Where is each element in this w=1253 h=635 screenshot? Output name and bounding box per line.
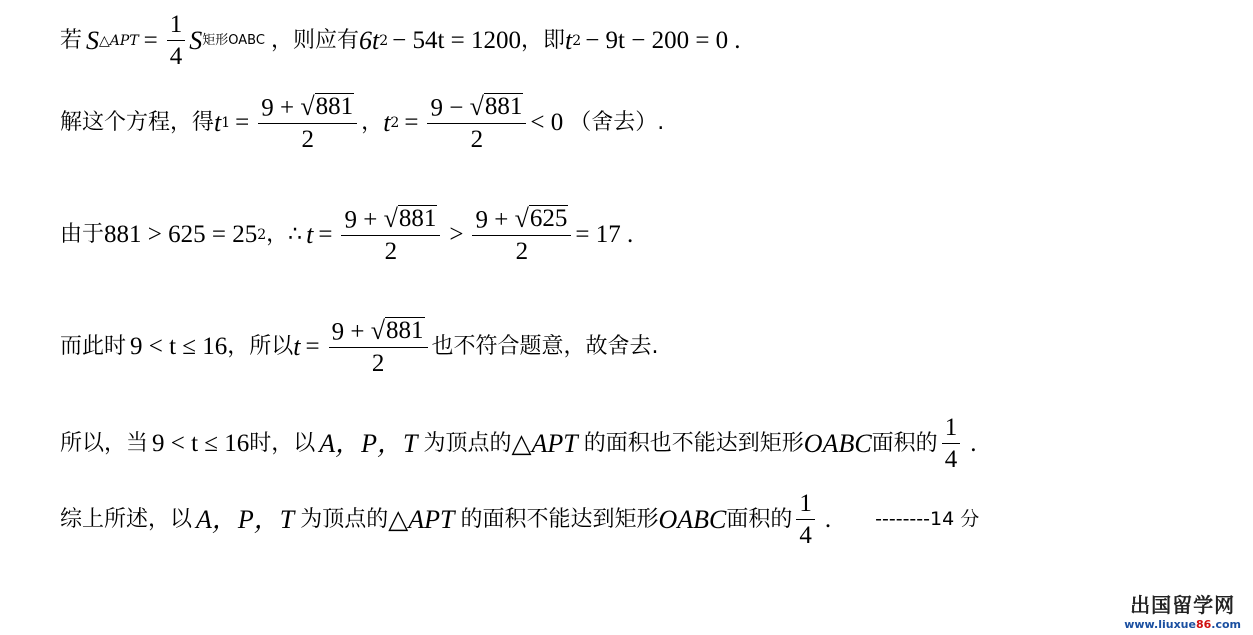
solution-line-6	[60, 491, 979, 548]
solution-line-5	[60, 415, 976, 472]
numerator	[472, 205, 571, 236]
radical-icon: √	[300, 92, 315, 122]
variable-t: t	[293, 331, 301, 361]
solution-line-2	[60, 93, 664, 152]
numerator-prefix: 9 +	[344, 206, 378, 234]
fraction-root-881	[341, 205, 440, 264]
fraction-one-quarter	[796, 491, 815, 548]
fraction-one-quarter	[167, 12, 186, 69]
solution-line-1	[60, 12, 740, 69]
site-watermark	[1124, 589, 1241, 631]
period: .	[734, 27, 741, 54]
text-area: 的面积不能达到矩形	[460, 506, 659, 532]
equation-part: 6t	[358, 25, 380, 55]
watermark-title: 出国留学网	[1130, 593, 1236, 617]
equation-part: − 54t = 1200	[392, 27, 522, 54]
fraction-root-881	[329, 317, 428, 376]
radicand: 881	[386, 317, 424, 344]
equals-sign: =	[305, 333, 320, 361]
comma: ，	[361, 109, 384, 135]
rectangle-oabc: OABC	[803, 428, 872, 458]
period: .	[970, 430, 977, 457]
text-of-area: 面积的	[871, 430, 938, 456]
equation-part: t	[565, 25, 573, 55]
variable-t2: t	[383, 107, 391, 137]
text-not-valid: 也不符合题意，故舍去.	[431, 333, 659, 359]
exponent: 2	[257, 226, 267, 243]
numerator: 1	[942, 415, 961, 444]
denominator: 2	[384, 238, 398, 266]
url-part: 86	[1195, 618, 1212, 631]
period: .	[824, 506, 832, 533]
equals-sign: =	[143, 27, 158, 54]
denominator: 4	[799, 522, 812, 549]
denominator: 2	[301, 126, 314, 154]
text-so-when: 所以，当	[60, 430, 149, 456]
square-root	[470, 93, 524, 120]
text-of-area: 面积的	[726, 506, 793, 532]
points: A，P，T	[196, 504, 295, 534]
fraction-root-625	[472, 205, 571, 264]
radicand: 881	[484, 93, 523, 120]
exponent: 2	[572, 32, 582, 49]
text-in-summary: 综上所述，以	[60, 506, 193, 532]
area-symbol: S	[86, 25, 100, 55]
radicand: 881	[398, 205, 437, 232]
square-root	[300, 93, 354, 120]
radicand: 881	[315, 93, 354, 120]
text-ie: ，即	[521, 27, 566, 53]
range: 9 < t ≤ 16	[130, 333, 228, 361]
radical-icon: √	[383, 204, 398, 234]
fraction-root-2	[427, 93, 526, 152]
area-symbol: S	[189, 25, 203, 55]
text-since: 由于	[60, 221, 105, 247]
numerator: 1	[167, 12, 186, 41]
equation-part: − 9t − 200 = 0	[585, 27, 729, 54]
equals-sign: =	[318, 221, 333, 249]
fraction-root-1	[258, 93, 357, 152]
text-as-vertices: 为顶点的	[300, 506, 389, 532]
variable-t1: t	[214, 107, 222, 137]
result: = 17 .	[575, 221, 634, 249]
numerator	[427, 93, 526, 124]
numerator: 1	[796, 491, 815, 520]
denominator: 2	[371, 350, 385, 378]
radicand: 625	[529, 205, 568, 232]
square-root	[384, 205, 438, 232]
score-marker: --------14 分	[875, 508, 980, 530]
subscript: 1	[221, 114, 231, 131]
rectangle-oabc: OABC	[658, 504, 727, 534]
text-discard: （舍去）.	[569, 109, 665, 135]
numerator	[329, 317, 428, 348]
inequality: 881 > 625 = 25	[104, 221, 258, 249]
denominator: 4	[944, 446, 958, 473]
text-ruo: 若	[60, 27, 83, 53]
equals-sign: =	[235, 109, 250, 137]
triangle-apt: △APT	[388, 504, 455, 534]
square-root	[371, 317, 425, 344]
denominator: 2	[515, 238, 529, 266]
numerator-prefix: 9 +	[475, 206, 509, 234]
text-at-this-time: 而此时	[60, 333, 127, 359]
greater-than-sign: >	[449, 221, 464, 249]
equals-sign: =	[404, 109, 419, 137]
text-area: 的面积也不能达到矩形	[583, 430, 804, 456]
radical-icon: √	[514, 204, 529, 234]
text-then: ，则应有	[270, 27, 359, 53]
square-root	[515, 205, 569, 232]
text-solve: 解这个方程，得	[60, 109, 215, 135]
denominator: 2	[470, 126, 484, 154]
numerator	[341, 205, 440, 236]
numerator-prefix: 9 −	[430, 94, 464, 122]
url-part: www.liuxue	[1124, 618, 1196, 631]
solution-line-3	[60, 205, 633, 264]
less-than-zero: < 0	[530, 109, 564, 137]
watermark-url	[1124, 618, 1241, 631]
numerator-prefix: 9 +	[261, 94, 295, 122]
denominator: 4	[169, 43, 183, 70]
fraction-one-quarter	[942, 415, 961, 472]
text-so: ，所以	[227, 333, 294, 359]
radical-icon: √	[469, 92, 484, 122]
url-part: .com	[1211, 618, 1241, 631]
text-when: 时，以	[249, 430, 316, 456]
triangle-apt: △APT	[511, 428, 578, 458]
range: 9 < t ≤ 16	[152, 430, 250, 457]
numerator	[258, 93, 357, 124]
triangle-subscript: △APT	[99, 32, 139, 49]
subscript: 2	[390, 114, 400, 131]
rectangle-subscript: 矩形OABC	[202, 33, 265, 48]
solution-line-4	[60, 317, 659, 376]
exponent: 2	[379, 32, 389, 49]
therefore-sign: ，∴	[266, 221, 303, 247]
numerator-prefix: 9 +	[331, 318, 365, 346]
points: A，P，T	[319, 428, 418, 458]
radical-icon: √	[370, 316, 386, 346]
variable-t: t	[306, 219, 314, 249]
text-as-vertices: 为顶点的	[423, 430, 512, 456]
